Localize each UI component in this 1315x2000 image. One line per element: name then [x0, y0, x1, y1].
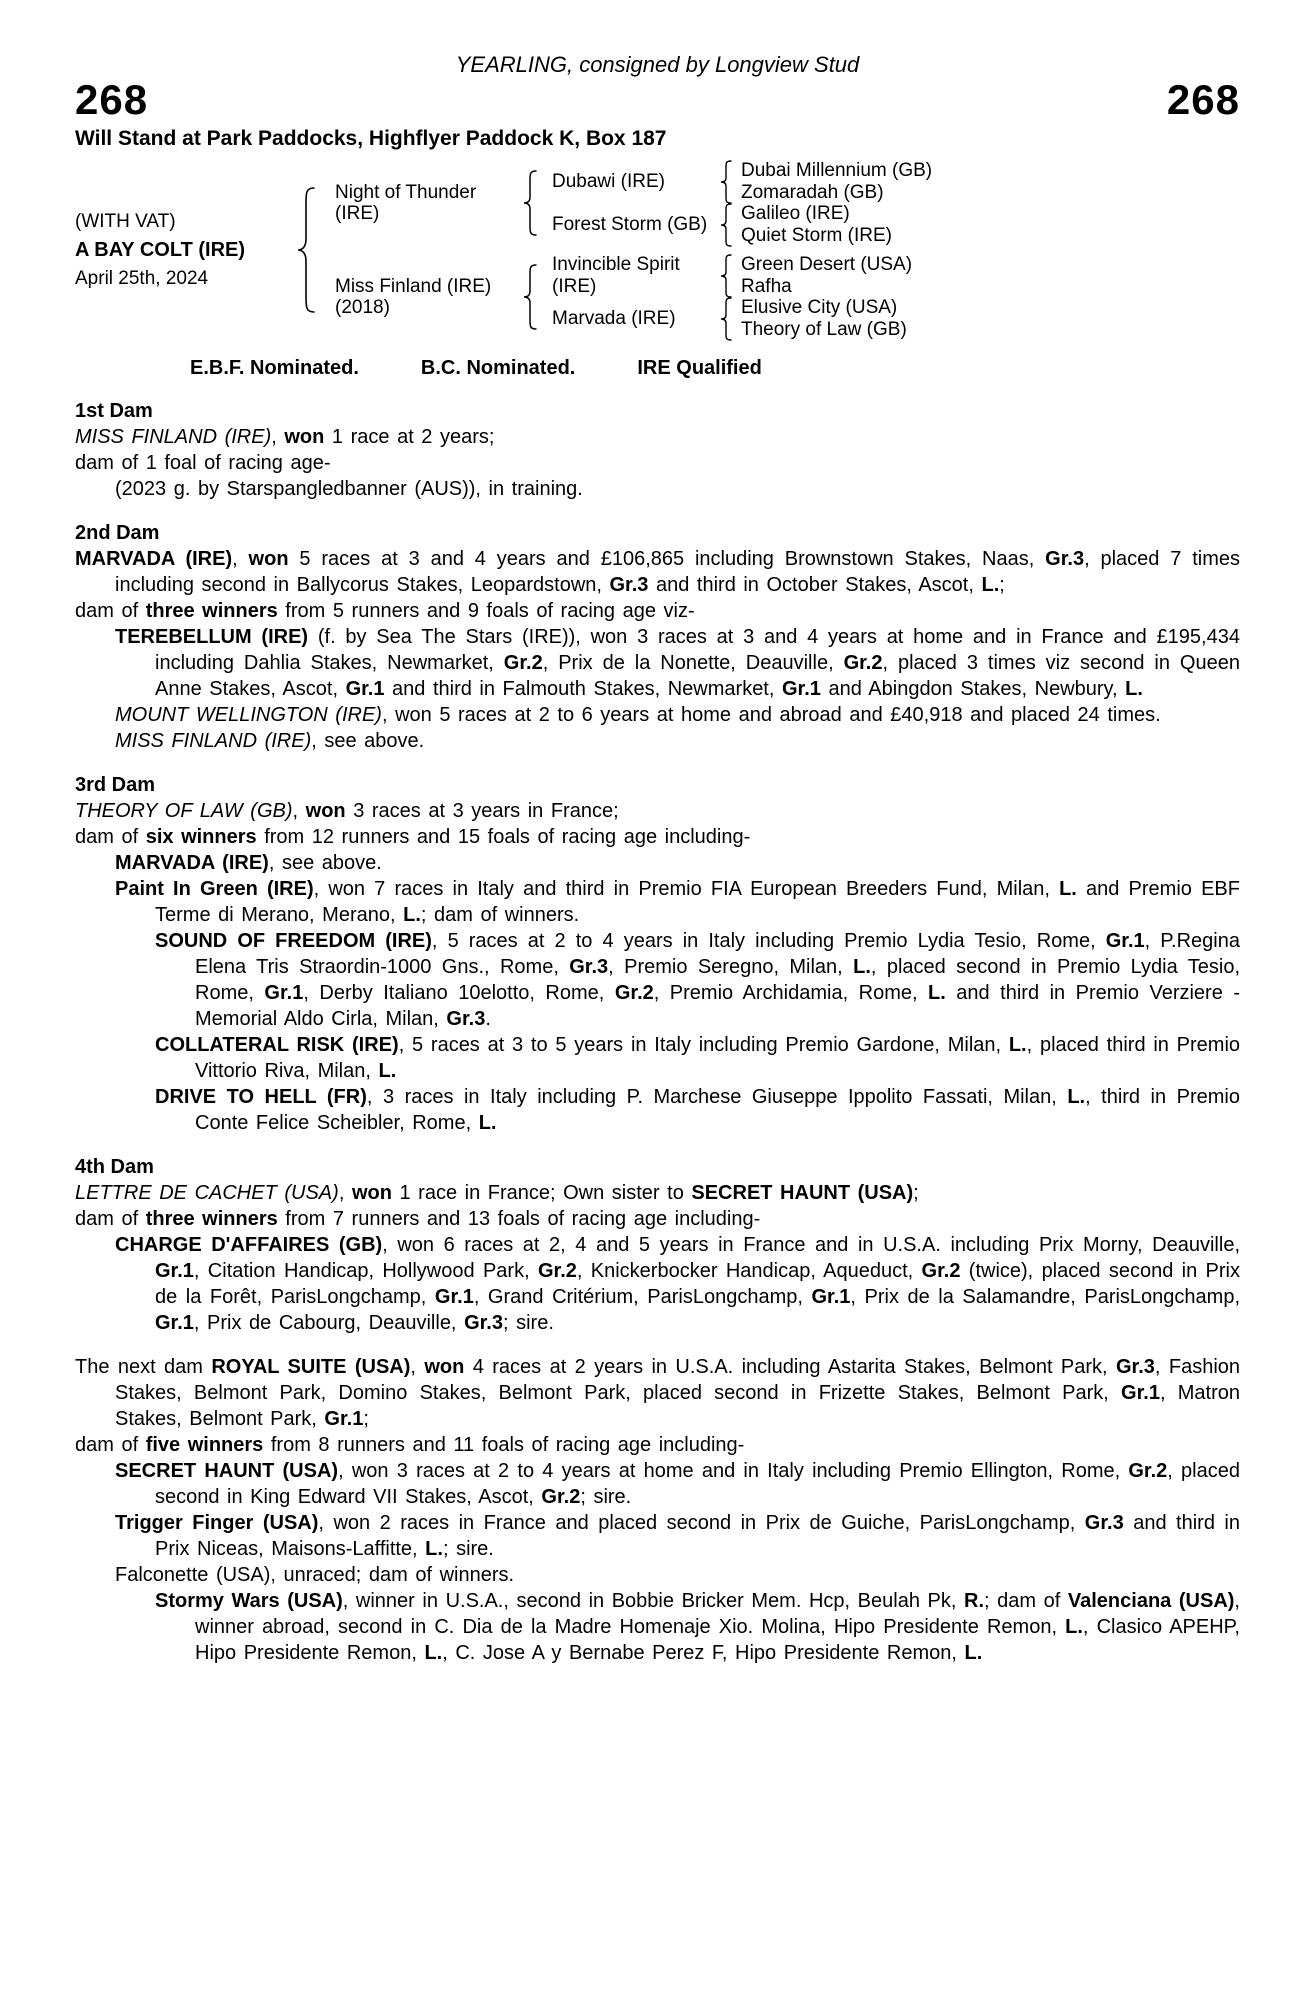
trigger-finger-entry: Trigger Finger (USA), won 2 races in France and placed second in Prix de Guiche, ParisLongchamp, Gr.3 and third in Prix Niceas, Maisons-Laffitte, L.; sire.: [115, 1512, 1240, 1560]
vat-note: (WITH VAT): [75, 210, 176, 232]
sire-dam-name: Forest Storm (GB): [552, 213, 708, 235]
stormy-wars-entry: Stormy Wars (USA), winner in U.S.A., second in Bobbie Bricker Mem. Hcp, Beulah Pk, R.; dam of Valenciana (USA), winner abroad, second in C. Dia de la Madre Homenaje Xio. Molina, Hipo Presidente Remon, L., Clasico APEHP, Hipo Presidente Remon, L., C. Jose A y Bernabe Perez F, Hipo Presidente Remon, L.: [155, 1590, 1240, 1664]
second-dam-section: [75, 520, 1240, 754]
nominations-row: [190, 356, 1240, 380]
sire-dam-dam-name: Quiet Storm (IRE): [741, 224, 892, 246]
foal-date: April 25th, 2024: [75, 267, 209, 289]
pedigree-table: [75, 160, 1240, 340]
miss-finland-ref-entry: MISS FINLAND (IRE), see above.: [115, 730, 425, 752]
fourth-dam-heading: 4th Dam: [75, 1156, 154, 1178]
falconette-entry: Falconette (USA), unraced; dam of winners.: [115, 1564, 515, 1586]
dam-dam-sire-name: Elusive City (USA): [741, 297, 898, 318]
grandparent-brace-icon: [720, 203, 733, 247]
sire-parents: [542, 160, 932, 246]
sire-sire-branch: [542, 160, 932, 203]
dam-sire-sire-name: Green Desert (USA): [741, 254, 913, 275]
dam-sire-parents: [741, 254, 912, 297]
second-dam-heading: 2nd Dam: [75, 522, 160, 544]
sire-dam-parents: [741, 203, 892, 246]
next-dam-section: [75, 1354, 1240, 1666]
starspangledbanner-foal-line: (2023 g. by Starspangledbanner (AUS)), in training.: [115, 478, 583, 500]
bc-nomination: B.C. Nominated.: [420, 357, 576, 379]
fourth-dam-produce-line: dam of three winners from 7 runners and 13 foals of racing age including-: [75, 1208, 761, 1230]
dam-dam-branch: [542, 297, 912, 340]
dam-branch: [323, 254, 932, 340]
sire-sire-sire-name: Dubai Millennium (GB): [741, 160, 933, 181]
pedigree-generations: [323, 160, 932, 340]
secret-haunt-entry: SECRET HAUNT (USA), won 3 races at 2 to 4 years at home and in Italy including Premio Ellington, Rome, Gr.2, placed second in King Edward VII Stakes, Ascot, Gr.2; sire.: [115, 1460, 1240, 1508]
ebf-nomination: E.B.F. Nominated.: [190, 357, 359, 379]
lot-number-right: 268: [1166, 76, 1240, 123]
charge-daffaires-entry: CHARGE D'AFFAIRES (GB), won 6 races at 2, 4 and 5 years in France and in U.S.A. including Prix Morny, Deauville, Gr.1, Citation Handicap, Hollywood Park, Gr.2, Knickerbocker Handicap, Aqueduct, Gr.2 (twice), placed second in Prix de la Forêt, ParisLongchamp, Gr.1, Grand Critérium, ParisLongchamp, Gr.1, Prix de la Salamandre, ParisLongchamp, Gr.1, Prix de Cabourg, Deauville, Gr.3; sire.: [115, 1234, 1241, 1334]
dam-dam-dam-name: Theory of Law (GB): [741, 318, 907, 340]
first-dam-heading: 1st Dam: [75, 400, 153, 422]
drive-to-hell-entry: DRIVE TO HELL (FR), 3 races in Italy including P. Marchese Giuseppe Ippolito Fassati, Milan, L., third in Premio Conte Felice Scheibler, Rome, L.: [155, 1086, 1240, 1134]
miss-finland-line: MISS FINLAND (IRE), won 1 race at 2 years;: [75, 426, 495, 448]
sound-of-freedom-entry: SOUND OF FREEDOM (IRE), 5 races at 2 to 4 years in Italy including Premio Lydia Tesio, Rome, Gr.1, P.Regina Elena Tris Straordin-1000 Gns., Rome, Gr.3, Premio Seregno, Milan, L., placed second in Premio Lydia Tesio, Rome, Gr.1, Derby Italiano 10elotto, Rome, Gr.2, Premio Archidamia, Rome, L. and third in Premio Verziere - Memorial Aldo Cirla, Milan, Gr.3.: [155, 930, 1240, 1030]
second-dam-produce-line: dam of three winners from 5 runners and 9 foals of racing age viz-: [75, 600, 695, 622]
dam-dam-name: Marvada (IRE): [552, 307, 676, 329]
lot-number-row: [75, 76, 1240, 123]
sire-sire-dam-name: Zomaradah (GB): [741, 181, 884, 203]
sire-name: Night of Thunder (IRE): [335, 181, 477, 224]
consignor-line: YEARLING, consigned by Longview Stud: [455, 52, 860, 77]
collateral-risk-entry: COLLATERAL RISK (IRE), 5 races at 3 to 5 years in Italy including Premio Gardone, Milan, L., placed third in Premio Vittorio Riva, Milan, L.: [155, 1034, 1241, 1082]
sire-sire-name: Dubawi (IRE): [552, 170, 665, 192]
dam-dam-parents: [741, 297, 907, 340]
first-dam-produce-line: dam of 1 foal of racing age-: [75, 452, 331, 474]
mount-wellington-entry: MOUNT WELLINGTON (IRE), won 5 races at 2 to 6 years at home and abroad and £40,918 and placed 24 times.: [115, 704, 1161, 726]
first-dam-section: [75, 398, 1240, 502]
theory-of-law-line: THEORY OF LAW (GB), won 3 races at 3 years in France;: [75, 800, 619, 822]
dam-name-cell: [323, 276, 523, 319]
sire-dam-branch: [542, 203, 932, 246]
dam-year: (2018): [335, 297, 390, 318]
dam-sire-name: Invincible Spirit (IRE): [552, 254, 680, 297]
dam-brace-icon: [523, 264, 538, 330]
sire-brace-icon: [523, 170, 538, 236]
fourth-dam-section: [75, 1154, 1240, 1336]
root-brace-icon: [297, 187, 317, 313]
paint-in-green-entry: Paint In Green (IRE), won 7 races in Italy and third in Premio FIA European Breeders Fund, Milan, L. and Premio EBF Terme di Merano, Merano, L.; dam of winners.: [115, 878, 1240, 926]
sire-dam-sire-name: Galileo (IRE): [741, 203, 850, 224]
terebellum-entry: TEREBELLUM (IRE) (f. by Sea The Stars (IRE)), won 3 races at 3 and 4 years at home and in France and £195,434 including Dahlia Stakes, Newmarket, Gr.2, Prix de la Nonette, Deauville, Gr.2, placed 3 times viz second in Queen Anne Stakes, Ascot, Gr.1 and third in Falmouth Stakes, Newmarket, Gr.1 and Abingdon Stakes, Newbury, L.: [115, 626, 1240, 700]
ire-qualification: IRE Qualified: [637, 357, 762, 379]
third-dam-heading: 3rd Dam: [75, 774, 156, 796]
dam-sire-dam-name: Rafha: [741, 275, 792, 297]
stand-location-line: Will Stand at Park Paddocks, Highflyer Paddock K, Box 187: [75, 127, 667, 150]
lot-number-left: 268: [75, 76, 149, 123]
third-dam-section: [75, 772, 1240, 1136]
dam-name: Miss Finland (IRE): [335, 275, 492, 297]
grandparent-brace-icon: [720, 160, 733, 204]
third-dam-produce-line: dam of six winners from 12 runners and 15 foals of racing age including-: [75, 826, 751, 848]
next-dam-produce-line: dam of five winners from 8 runners and 11 foals of racing age including-: [75, 1434, 745, 1456]
colt-name: A BAY COLT (IRE): [75, 239, 246, 262]
grandparent-brace-icon: [720, 254, 733, 298]
marvada-line: MARVADA (IRE), won 5 races at 3 and 4 years and £106,865 including Brownstown Stakes, Naas, Gr.3, placed 7 times including second in Ballycorus Stakes, Leopardstown, Gr.3 and third in October Stakes, Ascot, L.;: [75, 548, 1240, 596]
dam-parents: [542, 254, 912, 340]
lettre-de-cachet-line: LETTRE DE CACHET (USA), won 1 race in France; Own sister to SECRET HAUNT (USA);: [75, 1182, 919, 1204]
grandparent-brace-icon: [720, 297, 733, 341]
colt-details: [75, 211, 297, 290]
royal-suite-line: The next dam ROYAL SUITE (USA), won 4 races at 2 years in U.S.A. including Astarita Stakes, Belmont Park, Gr.3, Fashion Stakes, Belmont Park, Domino Stakes, Belmont Park, placed second in Frizette Stakes, Belmont Park, Gr.1, Matron Stakes, Belmont Park, Gr.1;: [75, 1356, 1241, 1430]
marvada-ref-entry: MARVADA (IRE), see above.: [115, 852, 382, 874]
sire-sire-parents: [741, 160, 932, 203]
dam-sire-branch: [542, 254, 912, 297]
sire-branch: [323, 160, 932, 246]
